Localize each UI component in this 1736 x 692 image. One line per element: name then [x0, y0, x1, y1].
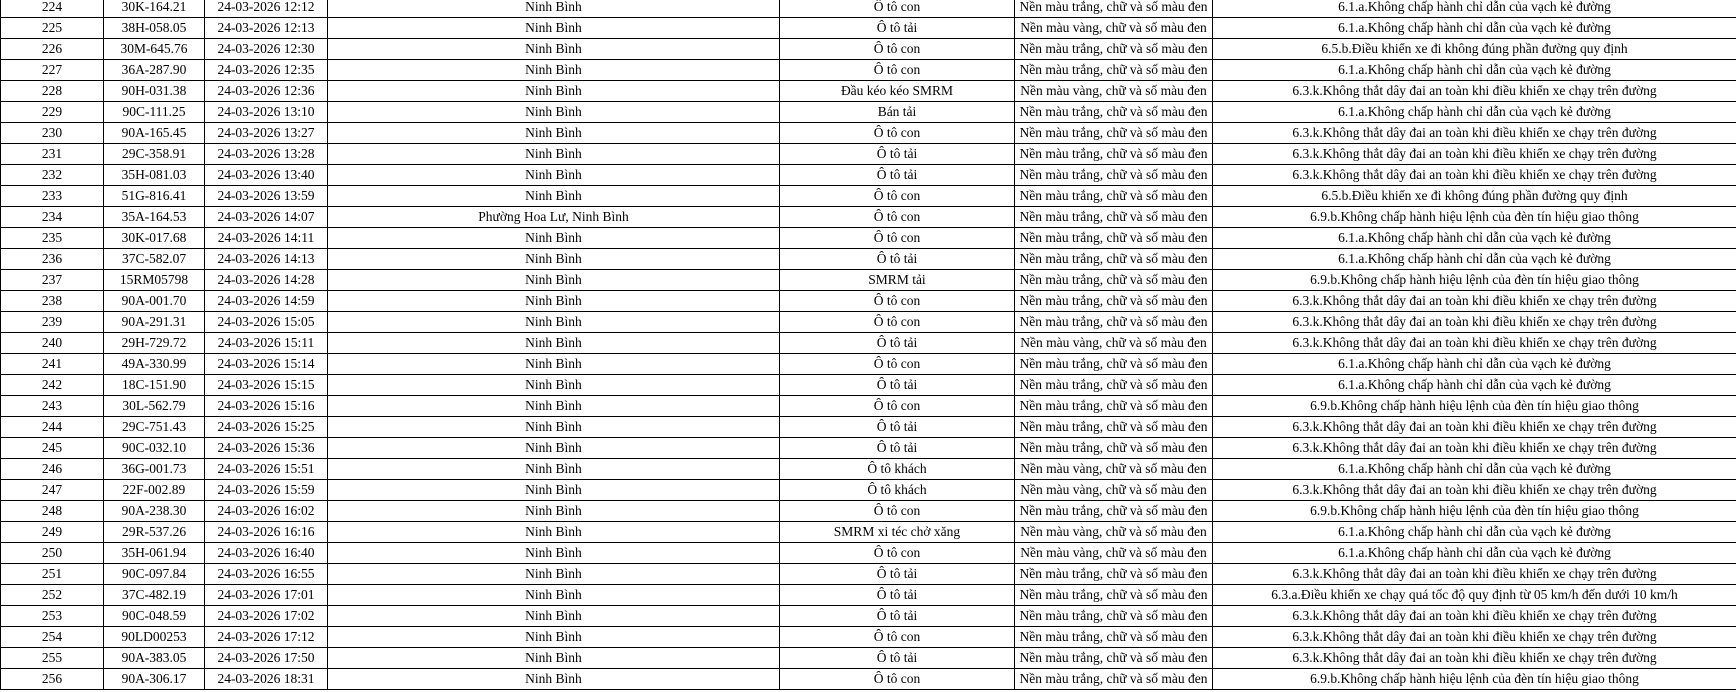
location-cell: Ninh Bình	[328, 39, 780, 60]
timestamp-cell: 24-03-2026 13:10	[205, 102, 328, 123]
violation-cell: 6.3.k.Không thắt dây đai an toàn khi điều khiển xe chạy trên đường	[1213, 165, 1736, 186]
row-number-cell: 235	[1, 228, 104, 249]
row-number-cell: 234	[1, 207, 104, 228]
violation-cell: 6.9.b.Không chấp hành hiệu lệnh của đèn tín hiệu giao thông	[1213, 396, 1736, 417]
table-row	[1, 123, 1736, 144]
table-row	[1, 207, 1736, 228]
plate-color-cell: Nền màu vàng, chữ và số màu đen	[1015, 333, 1213, 354]
plate-color-cell: Nền màu trắng, chữ và số màu đen	[1015, 375, 1213, 396]
license-plate-cell: 30K-017.68	[104, 228, 205, 249]
location-cell: Ninh Bình	[328, 459, 780, 480]
vehicle-type-cell: Ô tô tải	[780, 249, 1015, 270]
vehicle-type-cell: Bán tải	[780, 102, 1015, 123]
location-cell: Ninh Bình	[328, 585, 780, 606]
plate-color-cell: Nền màu trắng, chữ và số màu đen	[1015, 501, 1213, 522]
table-row	[1, 669, 1736, 690]
violation-cell: 6.3.k.Không thắt dây đai an toàn khi điều khiển xe chạy trên đường	[1213, 291, 1736, 312]
location-cell: Ninh Bình	[328, 480, 780, 501]
timestamp-cell: 24-03-2026 14:11	[205, 228, 328, 249]
table-row	[1, 186, 1736, 207]
plate-color-cell: Nền màu trắng, chữ và số màu đen	[1015, 417, 1213, 438]
violations-table-body	[1, 0, 1736, 690]
timestamp-cell: 24-03-2026 17:01	[205, 585, 328, 606]
table-row	[1, 102, 1736, 123]
row-number-cell: 225	[1, 18, 104, 39]
vehicle-type-cell: Ô tô tải	[780, 333, 1015, 354]
license-plate-cell: 29C-358.91	[104, 144, 205, 165]
license-plate-cell: 29H-729.72	[104, 333, 205, 354]
violation-cell: 6.1.a.Không chấp hành chỉ dẫn của vạch kẻ đường	[1213, 459, 1736, 480]
plate-color-cell: Nền màu trắng, chữ và số màu đen	[1015, 186, 1213, 207]
table-row	[1, 564, 1736, 585]
location-cell: Ninh Bình	[328, 522, 780, 543]
violation-cell: 6.3.k.Không thắt dây đai an toàn khi điều khiển xe chạy trên đường	[1213, 480, 1736, 501]
location-cell: Ninh Bình	[328, 501, 780, 522]
table-row	[1, 312, 1736, 333]
row-number-cell: 227	[1, 60, 104, 81]
plate-color-cell: Nền màu trắng, chữ và số màu đen	[1015, 207, 1213, 228]
location-cell: Ninh Bình	[328, 0, 780, 18]
violation-cell: 6.1.a.Không chấp hành chỉ dẫn của vạch kẻ đường	[1213, 522, 1736, 543]
vehicle-type-cell: Ô tô khách	[780, 459, 1015, 480]
plate-color-cell: Nền màu vàng, chữ và số màu đen	[1015, 543, 1213, 564]
plate-color-cell: Nền màu trắng, chữ và số màu đen	[1015, 123, 1213, 144]
violation-cell: 6.1.a.Không chấp hành chỉ dẫn của vạch kẻ đường	[1213, 249, 1736, 270]
location-cell: Ninh Bình	[328, 396, 780, 417]
violation-cell: 6.3.k.Không thắt dây đai an toàn khi điều khiển xe chạy trên đường	[1213, 333, 1736, 354]
license-plate-cell: 90A-001.70	[104, 291, 205, 312]
timestamp-cell: 24-03-2026 12:30	[205, 39, 328, 60]
row-number-cell: 246	[1, 459, 104, 480]
location-cell: Ninh Bình	[328, 354, 780, 375]
timestamp-cell: 24-03-2026 15:14	[205, 354, 328, 375]
timestamp-cell: 24-03-2026 16:02	[205, 501, 328, 522]
violation-cell: 6.1.a.Không chấp hành chỉ dẫn của vạch kẻ đường	[1213, 354, 1736, 375]
vehicle-type-cell: Ô tô con	[780, 60, 1015, 81]
location-cell: Ninh Bình	[328, 669, 780, 690]
location-cell: Ninh Bình	[328, 312, 780, 333]
table-row	[1, 270, 1736, 291]
row-number-cell: 256	[1, 669, 104, 690]
location-cell: Ninh Bình	[328, 228, 780, 249]
license-plate-cell: 30L-562.79	[104, 396, 205, 417]
plate-color-cell: Nền màu trắng, chữ và số màu đen	[1015, 627, 1213, 648]
violation-cell: 6.1.a.Không chấp hành chỉ dẫn của vạch kẻ đường	[1213, 102, 1736, 123]
timestamp-cell: 24-03-2026 17:02	[205, 606, 328, 627]
license-plate-cell: 90A-238.30	[104, 501, 205, 522]
location-cell: Ninh Bình	[328, 543, 780, 564]
license-plate-cell: 90H-031.38	[104, 81, 205, 102]
license-plate-cell: 90C-032.10	[104, 438, 205, 459]
plate-color-cell: Nền màu trắng, chữ và số màu đen	[1015, 291, 1213, 312]
timestamp-cell: 24-03-2026 14:07	[205, 207, 328, 228]
timestamp-cell: 24-03-2026 17:50	[205, 648, 328, 669]
plate-color-cell: Nền màu trắng, chữ và số màu đen	[1015, 0, 1213, 18]
license-plate-cell: 18C-151.90	[104, 375, 205, 396]
violation-cell: 6.9.b.Không chấp hành hiệu lệnh của đèn tín hiệu giao thông	[1213, 207, 1736, 228]
table-row	[1, 501, 1736, 522]
location-cell: Ninh Bình	[328, 165, 780, 186]
license-plate-cell: 29R-537.26	[104, 522, 205, 543]
table-row	[1, 249, 1736, 270]
violation-cell: 6.1.a.Không chấp hành chỉ dẫn của vạch kẻ đường	[1213, 375, 1736, 396]
timestamp-cell: 24-03-2026 15:51	[205, 459, 328, 480]
vehicle-type-cell: Ô tô tải	[780, 606, 1015, 627]
violation-cell: 6.3.k.Không thắt dây đai an toàn khi điều khiển xe chạy trên đường	[1213, 144, 1736, 165]
plate-color-cell: Nền màu vàng, chữ và số màu đen	[1015, 18, 1213, 39]
plate-color-cell: Nền màu trắng, chữ và số màu đen	[1015, 228, 1213, 249]
license-plate-cell: 90C-111.25	[104, 102, 205, 123]
timestamp-cell: 24-03-2026 13:40	[205, 165, 328, 186]
license-plate-cell: 90A-306.17	[104, 669, 205, 690]
table-row	[1, 417, 1736, 438]
vehicle-type-cell: Ô tô con	[780, 543, 1015, 564]
vehicle-type-cell: Ô tô tải	[780, 165, 1015, 186]
timestamp-cell: 24-03-2026 15:15	[205, 375, 328, 396]
vehicle-type-cell: Ô tô con	[780, 396, 1015, 417]
location-cell: Ninh Bình	[328, 60, 780, 81]
timestamp-cell: 24-03-2026 12:12	[205, 0, 328, 18]
violation-cell: 6.3.k.Không thắt dây đai an toàn khi điều khiển xe chạy trên đường	[1213, 564, 1736, 585]
table-row	[1, 627, 1736, 648]
row-number-cell: 250	[1, 543, 104, 564]
row-number-cell: 233	[1, 186, 104, 207]
row-number-cell: 254	[1, 627, 104, 648]
location-cell: Ninh Bình	[328, 333, 780, 354]
timestamp-cell: 24-03-2026 16:40	[205, 543, 328, 564]
location-cell: Ninh Bình	[328, 18, 780, 39]
row-number-cell: 238	[1, 291, 104, 312]
license-plate-cell: 90C-048.59	[104, 606, 205, 627]
table-row	[1, 228, 1736, 249]
table-row	[1, 543, 1736, 564]
location-cell: Ninh Bình	[328, 417, 780, 438]
license-plate-cell: 37C-482.19	[104, 585, 205, 606]
vehicle-type-cell: Ô tô con	[780, 228, 1015, 249]
timestamp-cell: 24-03-2026 15:25	[205, 417, 328, 438]
violation-cell: 6.1.a.Không chấp hành chỉ dẫn của vạch kẻ đường	[1213, 228, 1736, 249]
row-number-cell: 252	[1, 585, 104, 606]
license-plate-cell: 22F-002.89	[104, 480, 205, 501]
violation-cell: 6.5.b.Điều khiển xe đi không đúng phần đường quy định	[1213, 39, 1736, 60]
plate-color-cell: Nền màu trắng, chữ và số màu đen	[1015, 396, 1213, 417]
row-number-cell: 248	[1, 501, 104, 522]
violation-cell: 6.5.b.Điều khiển xe đi không đúng phần đường quy định	[1213, 186, 1736, 207]
timestamp-cell: 24-03-2026 16:55	[205, 564, 328, 585]
table-row	[1, 606, 1736, 627]
row-number-cell: 231	[1, 144, 104, 165]
license-plate-cell: 90C-097.84	[104, 564, 205, 585]
plate-color-cell: Nền màu vàng, chữ và số màu đen	[1015, 522, 1213, 543]
plate-color-cell: Nền màu trắng, chữ và số màu đen	[1015, 648, 1213, 669]
location-cell: Ninh Bình	[328, 144, 780, 165]
location-cell: Ninh Bình	[328, 270, 780, 291]
location-cell: Ninh Bình	[328, 375, 780, 396]
plate-color-cell: Nền màu trắng, chữ và số màu đen	[1015, 39, 1213, 60]
license-plate-cell: 36G-001.73	[104, 459, 205, 480]
vehicle-type-cell: Đầu kéo kéo SMRM	[780, 81, 1015, 102]
table-row	[1, 144, 1736, 165]
plate-color-cell: Nền màu trắng, chữ và số màu đen	[1015, 312, 1213, 333]
table-row	[1, 354, 1736, 375]
row-number-cell: 242	[1, 375, 104, 396]
vehicle-type-cell: Ô tô tải	[780, 438, 1015, 459]
vehicle-type-cell: Ô tô con	[780, 312, 1015, 333]
plate-color-cell: Nền màu trắng, chữ và số màu đen	[1015, 270, 1213, 291]
table-row	[1, 459, 1736, 480]
plate-color-cell: Nền màu trắng, chữ và số màu đen	[1015, 102, 1213, 123]
timestamp-cell: 24-03-2026 12:13	[205, 18, 328, 39]
vehicle-type-cell: Ô tô tải	[780, 648, 1015, 669]
plate-color-cell: Nền màu trắng, chữ và số màu đen	[1015, 606, 1213, 627]
violation-cell: 6.3.k.Không thắt dây đai an toàn khi điều khiển xe chạy trên đường	[1213, 438, 1736, 459]
table-row	[1, 81, 1736, 102]
row-number-cell: 243	[1, 396, 104, 417]
table-row	[1, 333, 1736, 354]
violation-cell: 6.3.k.Không thắt dây đai an toàn khi điều khiển xe chạy trên đường	[1213, 606, 1736, 627]
vehicle-type-cell: Ô tô tải	[780, 585, 1015, 606]
timestamp-cell: 24-03-2026 18:31	[205, 669, 328, 690]
violation-cell: 6.3.a.Điều khiển xe chạy quá tốc độ quy định từ 05 km/h đến dưới 10 km/h	[1213, 585, 1736, 606]
table-row	[1, 39, 1736, 60]
row-number-cell: 226	[1, 39, 104, 60]
table-row	[1, 396, 1736, 417]
timestamp-cell: 24-03-2026 14:28	[205, 270, 328, 291]
plate-color-cell: Nền màu vàng, chữ và số màu đen	[1015, 459, 1213, 480]
row-number-cell: 244	[1, 417, 104, 438]
timestamp-cell: 24-03-2026 13:59	[205, 186, 328, 207]
violation-cell: 6.9.b.Không chấp hành hiệu lệnh của đèn tín hiệu giao thông	[1213, 669, 1736, 690]
license-plate-cell: 90A-291.31	[104, 312, 205, 333]
location-cell: Ninh Bình	[328, 81, 780, 102]
timestamp-cell: 24-03-2026 12:36	[205, 81, 328, 102]
violation-cell: 6.3.k.Không thắt dây đai an toàn khi điều khiển xe chạy trên đường	[1213, 627, 1736, 648]
plate-color-cell: Nền màu trắng, chữ và số màu đen	[1015, 249, 1213, 270]
violation-cell: 6.3.k.Không thắt dây đai an toàn khi điều khiển xe chạy trên đường	[1213, 123, 1736, 144]
row-number-cell: 230	[1, 123, 104, 144]
license-plate-cell: 38H-058.05	[104, 18, 205, 39]
violation-cell: 6.3.k.Không thắt dây đai an toàn khi điều khiển xe chạy trên đường	[1213, 648, 1736, 669]
violation-cell: 6.3.k.Không thắt dây đai an toàn khi điều khiển xe chạy trên đường	[1213, 81, 1736, 102]
timestamp-cell: 24-03-2026 15:11	[205, 333, 328, 354]
row-number-cell: 237	[1, 270, 104, 291]
plate-color-cell: Nền màu vàng, chữ và số màu đen	[1015, 480, 1213, 501]
license-plate-cell: 36A-287.90	[104, 60, 205, 81]
vehicle-type-cell: Ô tô tải	[780, 375, 1015, 396]
row-number-cell: 224	[1, 0, 104, 18]
row-number-cell: 253	[1, 606, 104, 627]
vehicle-type-cell: Ô tô con	[780, 39, 1015, 60]
vehicle-type-cell: Ô tô con	[780, 291, 1015, 312]
location-cell: Phường Hoa Lư, Ninh Bình	[328, 207, 780, 228]
row-number-cell: 249	[1, 522, 104, 543]
plate-color-cell: Nền màu trắng, chữ và số màu đen	[1015, 60, 1213, 81]
plate-color-cell: Nền màu trắng, chữ và số màu đen	[1015, 438, 1213, 459]
location-cell: Ninh Bình	[328, 186, 780, 207]
license-plate-cell: 51G-816.41	[104, 186, 205, 207]
vehicle-type-cell: Ô tô con	[780, 0, 1015, 18]
vehicle-type-cell: Ô tô con	[780, 207, 1015, 228]
license-plate-cell: 35H-061.94	[104, 543, 205, 564]
row-number-cell: 229	[1, 102, 104, 123]
table-row	[1, 291, 1736, 312]
timestamp-cell: 24-03-2026 16:16	[205, 522, 328, 543]
vehicle-type-cell: Ô tô tải	[780, 564, 1015, 585]
vehicle-type-cell: Ô tô con	[780, 627, 1015, 648]
timestamp-cell: 24-03-2026 13:27	[205, 123, 328, 144]
plate-color-cell: Nền màu trắng, chữ và số màu đen	[1015, 354, 1213, 375]
row-number-cell: 245	[1, 438, 104, 459]
license-plate-cell: 35A-164.53	[104, 207, 205, 228]
violation-cell: 6.3.k.Không thắt dây đai an toàn khi điều khiển xe chạy trên đường	[1213, 417, 1736, 438]
row-number-cell: 236	[1, 249, 104, 270]
license-plate-cell: 90A-165.45	[104, 123, 205, 144]
violation-cell: 6.1.a.Không chấp hành chỉ dẫn của vạch kẻ đường	[1213, 18, 1736, 39]
location-cell: Ninh Bình	[328, 123, 780, 144]
vehicle-type-cell: Ô tô tải	[780, 417, 1015, 438]
violation-cell: 6.9.b.Không chấp hành hiệu lệnh của đèn tín hiệu giao thông	[1213, 501, 1736, 522]
plate-color-cell: Nền màu trắng, chữ và số màu đen	[1015, 144, 1213, 165]
vehicle-type-cell: SMRM xi téc chở xăng	[780, 522, 1015, 543]
vehicle-type-cell: Ô tô khách	[780, 480, 1015, 501]
license-plate-cell: 35H-081.03	[104, 165, 205, 186]
location-cell: Ninh Bình	[328, 102, 780, 123]
table-row	[1, 375, 1736, 396]
row-number-cell: 239	[1, 312, 104, 333]
violation-cell: 6.1.a.Không chấp hành chỉ dẫn của vạch kẻ đường	[1213, 543, 1736, 564]
vehicle-type-cell: Ô tô con	[780, 186, 1015, 207]
plate-color-cell: Nền màu trắng, chữ và số màu đen	[1015, 564, 1213, 585]
table-row	[1, 18, 1736, 39]
table-row	[1, 438, 1736, 459]
license-plate-cell: 37C-582.07	[104, 249, 205, 270]
license-plate-cell: 90A-383.05	[104, 648, 205, 669]
table-row	[1, 165, 1736, 186]
license-plate-cell: 30K-164.21	[104, 0, 205, 18]
location-cell: Ninh Bình	[328, 249, 780, 270]
license-plate-cell: 15RM05798	[104, 270, 205, 291]
license-plate-cell: 29C-751.43	[104, 417, 205, 438]
location-cell: Ninh Bình	[328, 438, 780, 459]
violation-cell: 6.9.b.Không chấp hành hiệu lệnh của đèn tín hiệu giao thông	[1213, 270, 1736, 291]
timestamp-cell: 24-03-2026 15:05	[205, 312, 328, 333]
vehicle-type-cell: Ô tô con	[780, 354, 1015, 375]
timestamp-cell: 24-03-2026 15:59	[205, 480, 328, 501]
timestamp-cell: 24-03-2026 13:28	[205, 144, 328, 165]
plate-color-cell: Nền màu vàng, chữ và số màu đen	[1015, 81, 1213, 102]
location-cell: Ninh Bình	[328, 291, 780, 312]
plate-color-cell: Nền màu trắng, chữ và số màu đen	[1015, 669, 1213, 690]
violation-cell: 6.1.a.Không chấp hành chỉ dẫn của vạch kẻ đường	[1213, 60, 1736, 81]
row-number-cell: 255	[1, 648, 104, 669]
row-number-cell: 232	[1, 165, 104, 186]
timestamp-cell: 24-03-2026 15:16	[205, 396, 328, 417]
plate-color-cell: Nền màu trắng, chữ và số màu đen	[1015, 585, 1213, 606]
license-plate-cell: 30M-645.76	[104, 39, 205, 60]
location-cell: Ninh Bình	[328, 564, 780, 585]
vehicle-type-cell: Ô tô tải	[780, 144, 1015, 165]
license-plate-cell: 49A-330.99	[104, 354, 205, 375]
table-row	[1, 585, 1736, 606]
timestamp-cell: 24-03-2026 12:35	[205, 60, 328, 81]
row-number-cell: 228	[1, 81, 104, 102]
location-cell: Ninh Bình	[328, 627, 780, 648]
plate-color-cell: Nền màu trắng, chữ và số màu đen	[1015, 165, 1213, 186]
location-cell: Ninh Bình	[328, 606, 780, 627]
table-row	[1, 0, 1736, 18]
row-number-cell: 241	[1, 354, 104, 375]
table-row	[1, 522, 1736, 543]
table-row	[1, 648, 1736, 669]
row-number-cell: 247	[1, 480, 104, 501]
timestamp-cell: 24-03-2026 14:59	[205, 291, 328, 312]
timestamp-cell: 24-03-2026 15:36	[205, 438, 328, 459]
table-row	[1, 60, 1736, 81]
vehicle-type-cell: Ô tô con	[780, 501, 1015, 522]
vehicle-type-cell: SMRM tải	[780, 270, 1015, 291]
timestamp-cell: 24-03-2026 17:12	[205, 627, 328, 648]
timestamp-cell: 24-03-2026 14:13	[205, 249, 328, 270]
row-number-cell: 240	[1, 333, 104, 354]
vehicle-type-cell: Ô tô con	[780, 669, 1015, 690]
table-row	[1, 480, 1736, 501]
violation-cell: 6.1.a.Không chấp hành chỉ dẫn của vạch kẻ đường	[1213, 0, 1736, 18]
location-cell: Ninh Bình	[328, 648, 780, 669]
row-number-cell: 251	[1, 564, 104, 585]
license-plate-cell: 90LD00253	[104, 627, 205, 648]
vehicle-type-cell: Ô tô con	[780, 123, 1015, 144]
vehicle-type-cell: Ô tô tải	[780, 18, 1015, 39]
violation-cell: 6.3.k.Không thắt dây đai an toàn khi điều khiển xe chạy trên đường	[1213, 312, 1736, 333]
